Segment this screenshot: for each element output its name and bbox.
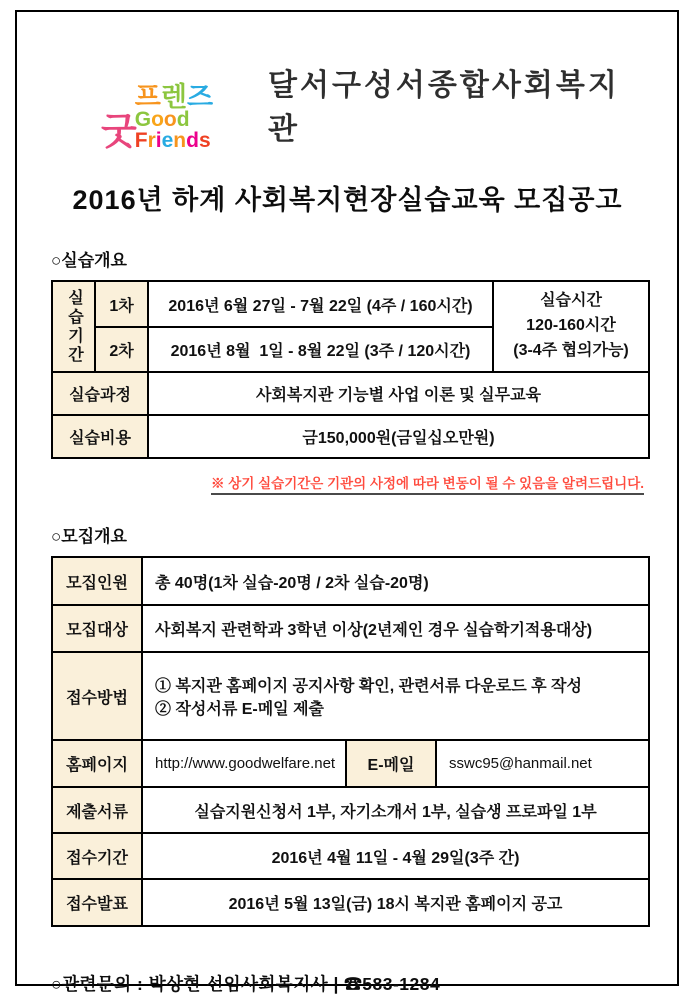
page-content: [17, 60, 677, 996]
capacity-label-cell: 모집인원: [52, 557, 142, 605]
logo-letter: i: [155, 129, 162, 152]
practice-hours-line1: 실습시간: [540, 292, 602, 310]
recruit-section-heading: ○모집개요: [51, 527, 127, 546]
logo-english-words: [135, 109, 268, 151]
round1-period-cell: 2016년 6월 27일 - 7월 22일 (4주 / 160시간): [148, 281, 493, 327]
logo-letter: n: [173, 129, 187, 152]
apply-period-label-cell: 접수기간: [52, 833, 142, 879]
recruit-table: [51, 556, 650, 927]
logo-letter: d: [186, 129, 199, 152]
capacity-value-cell: 총 40명(1차 실습-20명 / 2차 실습-20명): [142, 557, 649, 605]
apply-method-value-cell: [142, 652, 649, 740]
fee-value-cell: 금150,000원(금일십오만원): [148, 415, 649, 458]
fee-label-cell: 실습비용: [52, 415, 148, 458]
table-row: [52, 879, 649, 926]
email-value-cell: sswc95@hanmail.net: [436, 740, 649, 787]
documents-value-cell: 실습지원신청서 1부, 자기소개서 1부, 실습생 프로파일 1부: [142, 787, 649, 833]
course-value-cell: 사회복지관 기능별 사업 이론 및 실무교육: [148, 372, 649, 415]
overview-section-heading: ○실습개요: [51, 251, 127, 270]
page-border-frame: [15, 10, 679, 994]
announce-label-cell: 접수발표: [52, 879, 142, 926]
logo-letter: 렌: [160, 82, 187, 112]
target-label-cell: 모집대상: [52, 605, 142, 652]
round2-label-cell: 2차: [95, 327, 148, 372]
practice-hours-line3: (3-4주 협의가능): [513, 341, 629, 359]
table-row: [52, 833, 649, 879]
target-value-cell: 사회복지 관련학과 3학년 이상(2년제인 경우 실습학기적용대상): [142, 605, 649, 652]
logo-letter: o: [151, 108, 164, 131]
logo-stack: [135, 84, 268, 151]
website-label-cell: 홈페이지: [52, 740, 142, 787]
contact-line: ○관련문의 : 박상현 선임사회복지사 | ☎583-1284: [51, 974, 441, 994]
round2-period-cell: 2016년 8월 1일 - 8월 22일 (3주 / 120시간): [148, 327, 493, 372]
logo-letter: d: [176, 108, 190, 131]
table-row: [52, 372, 649, 415]
table-row: [52, 787, 649, 833]
table-row: [52, 415, 649, 458]
practice-period-label: 실습기간: [65, 288, 83, 365]
email-label-cell: E-메일: [346, 740, 436, 787]
practice-period-header-cell: [52, 281, 95, 372]
apply-period-value-cell: 2016년 4월 11일 - 4월 29일(3주 간): [142, 833, 649, 879]
course-label-cell: 실습과정: [52, 372, 148, 415]
website-url-cell: http://www.goodwelfare.net: [142, 740, 346, 787]
practice-hours-cell: [493, 281, 649, 372]
logo-letter: G: [134, 108, 152, 131]
overview-table: [51, 280, 650, 459]
table-row: [52, 605, 649, 652]
logo-letter: r: [147, 129, 156, 152]
apply-method-step2: ② 작성서류 E-메일 제출: [155, 701, 324, 718]
round1-label-cell: 1차: [95, 281, 148, 327]
logo-letter: F: [134, 129, 148, 152]
note-row: [51, 472, 644, 495]
table-row: [52, 652, 649, 740]
documents-label-cell: 제출서류: [52, 787, 142, 833]
logo-letter: 즈: [186, 82, 214, 112]
logo-letter: 굿: [101, 111, 137, 152]
practice-hours-line2: 120-160시간: [526, 317, 616, 335]
period-change-note: ※ 상기 실습기간은 기관의 사정에 따라 변동이 될 수 있음을 알려드립니다.: [211, 472, 644, 495]
table-row: [52, 740, 649, 787]
logo-letter: o: [163, 108, 177, 131]
logo-letter: 프: [134, 82, 161, 112]
notice-title: 2016년 하계 사회복지현장실습교육 모집공고: [72, 185, 623, 215]
table-row: [52, 557, 649, 605]
announce-value-cell: 2016년 5월 13일(금) 18시 복지관 홈페이지 공고: [142, 879, 649, 926]
good-friends-logo: [101, 84, 268, 151]
organization-name: 달서구성서종합사회복지관: [268, 69, 620, 146]
logo-korean-word: [135, 84, 213, 111]
apply-method-lines: [143, 659, 648, 733]
document-header: [101, 60, 644, 151]
logo-letter: e: [161, 129, 174, 152]
apply-method-step1: ① 복지관 홈페이지 공지사항 확인, 관련서류 다운로드 후 작성: [155, 678, 582, 695]
apply-method-label-cell: 접수방법: [52, 652, 142, 740]
logo-letter: s: [198, 129, 211, 152]
table-row: [52, 281, 649, 327]
